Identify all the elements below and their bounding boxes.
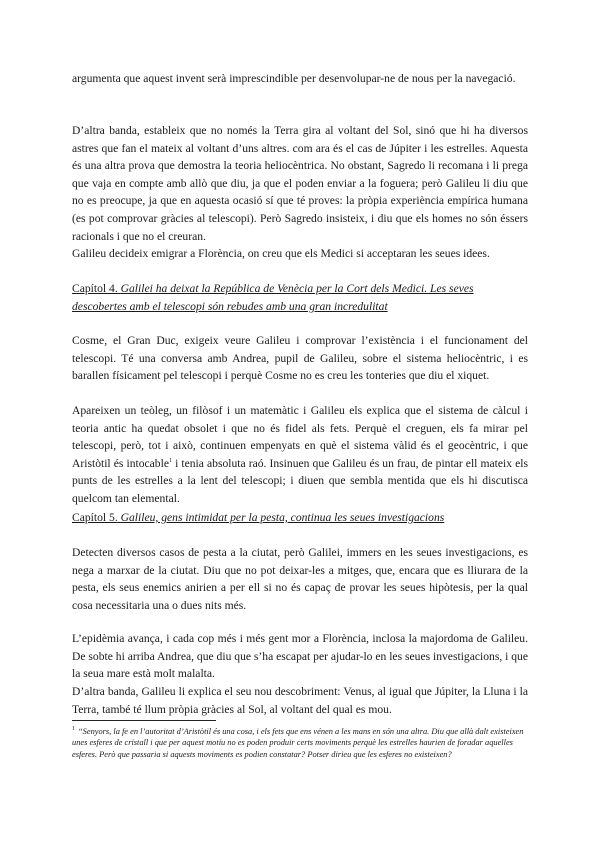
chapter-5-paragraph-2: L’epidèmia avança, i cada cop més i més gent mor a Florència, inclosa la majordoma de Galileu. De sobte hi arriba Andrea, que diu que s’ha escapat per ajudar-lo en les seues investigacions, i que la seua mare està molt malalta. xyxy=(72,632,528,681)
paragraph-emigrate-florence: Galileu decideix emigrar a Florència, on creu que els Medici si acceptaran les seues idees. xyxy=(72,247,490,260)
chapter-4-paragraph-1: Cosme, el Gran Duc, exigeix veure Galileu i comprovar l’existència i el funcionament del telescopi. Té una conversa amb Andrea, pupil de Galileu, sobre el sistema heliocèntric, i es barallen físicament pel telescopi i perquè Cosme no es creu les tonteries que diu el xiquet. xyxy=(72,334,528,383)
footnote-text: “Senyors, la fe en l’autoritat d’Aristòtil és una cosa, i els fets que ens vénen a les mans en són una altra. Diu que allà dalt existeixen unes esferes de cristall i que per aquest motiu no es poden produir certs moviments perquè les estrelles haurien de foradar aquelles esferes. Però que passaria si aquests moviments es podien constatar? Potser dirieu que les esferes no existeixen? xyxy=(72,727,524,759)
chapter-4-paragraph-2 xyxy=(72,402,528,508)
paragraph-navigation: argumenta que aquest invent serà imprescindible per desenvolupar-ne de nous per la navegació. xyxy=(72,72,516,85)
chapter-4-label: Capítol 4. xyxy=(72,282,118,295)
chapter-4-title: Galilei ha deixat la República de Venècia per la Cort dels Medici. Les seves descobertes amb el telescopi són rebudes amb una gran incredulitat xyxy=(72,282,474,313)
chapter-5-paragraph-3: D’altra banda, Galileu li explica el seu nou descobriment: Venus, al igual que Júpiter, la Lluna i la Terra, també té llum pròpia gràcies al Sol, al voltant del qual es mou. xyxy=(72,685,528,716)
footnote-reference: 1 xyxy=(168,457,172,464)
chapter-5-heading xyxy=(72,509,528,527)
chapter-4-paragraph-2-start: Apareixen un teòleg, un filòsof i un matemàtic i Galileu els explica que el sistema de càlcul i teoria antic ha quedat obsolet i que no és fidel als fets. Perquè el creguen, els fa mirar pel telescopi, però, tot i això, continuen empenyats en què el sistema vàlid és el geocèntric, i que Aristòtil és intocable xyxy=(72,404,528,470)
footnote-mark: 1 xyxy=(72,726,75,733)
chapter-4-heading xyxy=(72,280,528,315)
footnote-separator xyxy=(72,720,216,721)
chapter-5-label: Capítol 5. xyxy=(72,511,118,524)
paragraph-heliocentric-proof: D’altra banda, estableix que no només la Terra gira al voltant del Sol, sinó que hi ha diversos astres que fan el mateix al voltant d’uns altres. com ara és el cas de Júpiter i les estrelles. Aquesta és una altra prova que demostra la teoria heliocèntrica. No obstant, Sagredo li recomana i li prega que vaja en compte amb allò que diu, ja que el poden enviar a la foguera; però Galileu li diu que no es preocupe, ja que en aquesta ocasió sí que té proves: la pròpia experiència empírica humana (es pot comprovar gràcies al telescopi). Però Sagredo insisteix, i diu que els homes no són éssers racionals i que no el creuran. xyxy=(72,124,528,243)
chapter-5-title: Galileu, gens intimidat per la pesta, continua les seues investigacions xyxy=(120,511,445,524)
footnote xyxy=(72,726,528,760)
chapter-5-paragraph-1: Detecten diversos casos de pesta a la ciutat, però Galilei, immers en les seues investigacions, es nega a marxar de la ciutat. Diu que no pot deixar-les a mitges, que, encara que es lliurara de la pesta, els seus enemics anirien a per ell si no és capaç de provar les seues hipòtesis, per la qual cosa necessitaria una o dues nits més. xyxy=(72,546,528,612)
chapter-4-paragraph-2-end: i tenia absoluta raó. Insinuen que Galileu és un frau, de pintar ell mateix els punts de les estrelles a la lent del telescopi; i diuen que sembla mentida que els hi discutisca quelcom tan elemental. xyxy=(72,456,528,505)
